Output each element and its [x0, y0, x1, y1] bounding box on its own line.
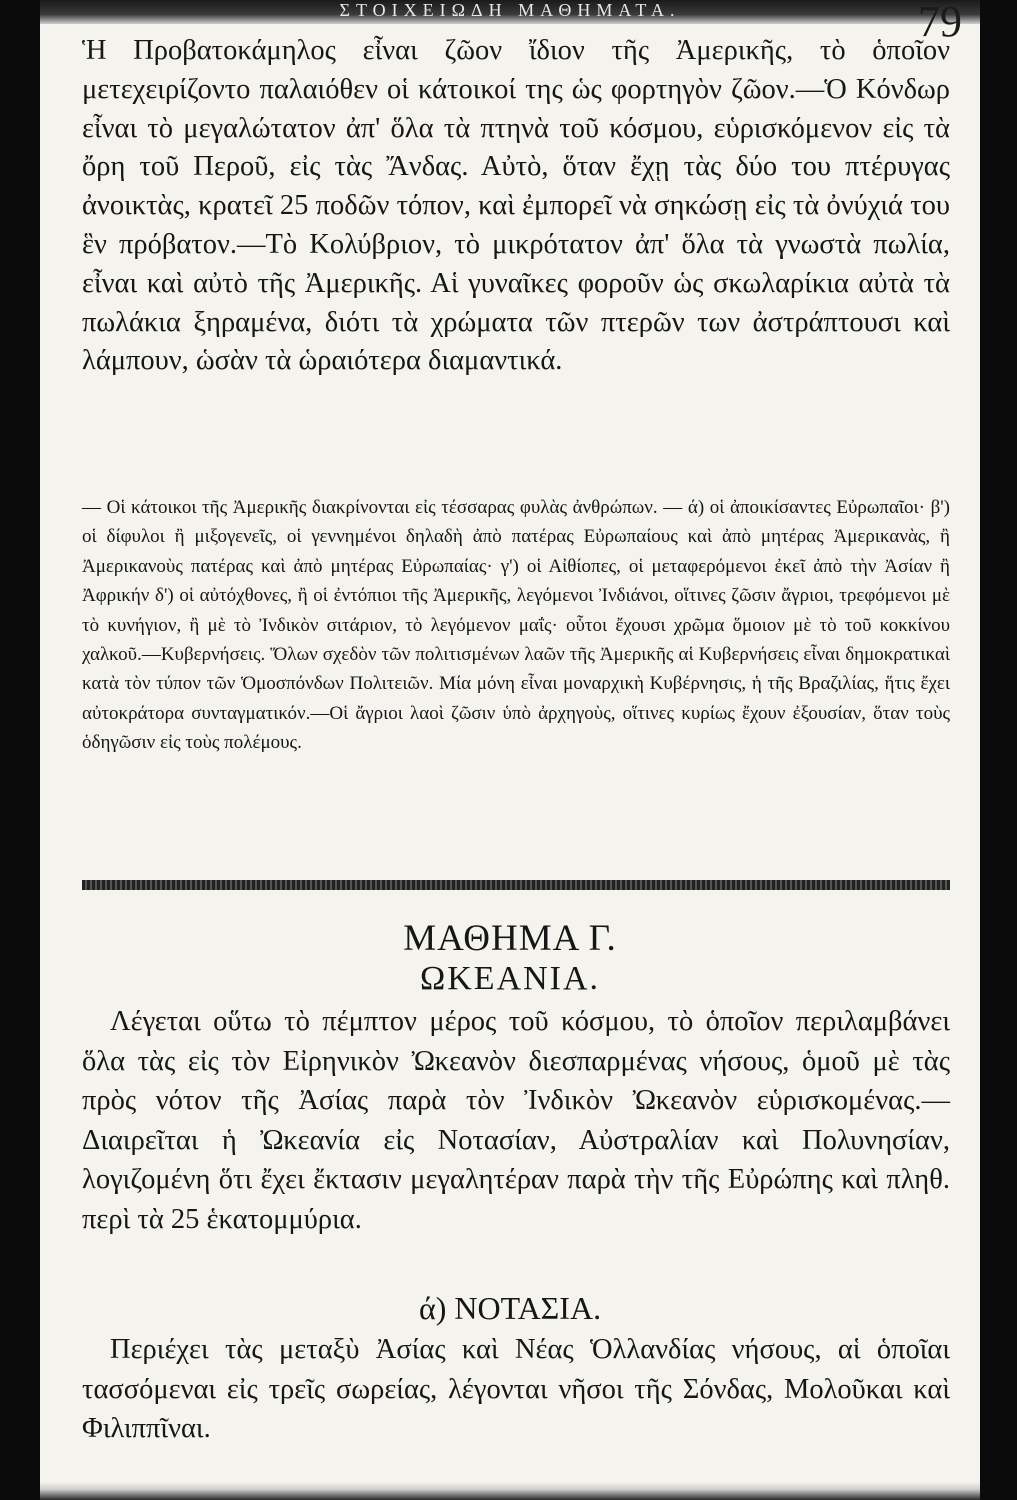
page-number: 79 [918, 0, 962, 46]
paragraph-oceania: Λέγεται οὕτω τὸ πέμπτον μέρος τοῦ κόσμου, τὸ ὁποῖον περιλαμβάνει ὅλα τὰς εἰς τὸν Εἰρηνικὸν Ὠκεανὸν διεσπαρμένας νήσους, ὁμοῦ μὲ τὰς πρὸς νότον τῆς Ἀσίας παρὰ τὸν Ἰνδικὸν Ὠκεανὸν εὑρισκομένας.—Διαιρεῖται ἡ Ὠκεανία εἰς Νοτασίαν, Αὐστραλίαν καὶ Πολυνησίαν, λογιζομένη ὅτι ἔχει ἔκτασιν μεγαλητέραν παρὰ τὴν τῆς Εὐρώπης καὶ πληθ. περὶ τὰ 25 ἑκατομμύρια. [82, 1006, 950, 1235]
paragraph-inhabitants-governments: — Οἱ κάτοικοι τῆς Ἀμερικῆς διακρίνονται εἰς τέσσαρας φυλὰς ἀνθρώπων. — ά) οἱ ἀποικίσαντες Εὐρωπαῖοι· β') οἱ δίφυλοι ἢ μιξογενεῖς, οἱ γεννημένοι δηλαδὴ ἀπὸ πατέρας Εὐρωπαίους καὶ ἀπὸ μητέρας Ἀμερικανὰς, ἢ Ἀμερικανοὺς πατέρας καὶ ἀπὸ μητέρας Εὐρωπαίας· γ') οἱ Αἰθίοπες, οἱ μεταφερόμενοι ἐκεῖ ἀπὸ τὴν Ἀσίαν ἢ Ἀφρικήν δ') οἱ αὐτόχθονες, ἢ οἱ ἐντόπιοι τῆς Ἀμερικῆς, λεγόμενοι Ἰνδιάνοι, οἵτινες ζῶσιν ἄγριοι, τρεφόμενοι μὲ τὸ κυνήγιον, ἢ μὲ τὸ Ἰνδικὸν σιτάριον, τὸ λεγόμενον μαΐς· οὗτοι ἔχουσι χρῶμα ὅμοιον μὲ τὸ τοῦ κοκκίνου χαλκοῦ.—Κυβερνήσεις. Ὅλων σχεδὸν τῶν πολιτισμένων λαῶν τῆς Ἀμερικῆς αἱ Κυβερνήσεις εἶναι δημοκρατικαὶ κατὰ τὸν τύπον τῶν Ὁμοσπόνδων Πολιτειῶν. Μία μόνη εἶναι μοναρχικὴ Κυβέρνησις, ἡ τῆς Βραζιλίας, ἥτις ἔχει αὐτοκράτορα συνταγματικόν.—Οἱ ἄγριοι λαοὶ ζῶσιν ὑπὸ ἀρχηγοὺς, οἵτινες κυρίως ἔχουν ἐξουσίαν, ὅταν τοὺς ὁδηγῶσιν εἰς τοὺς πολέμους. [82, 497, 950, 754]
paragraph-animals-america: Ἡ Προβατοκάμηλος εἶναι ζῶον ἴδιον τῆς Ἀμερικῆς, τὸ ὁποῖον μετεχειρίζοντο παλαιόθεν οἱ κάτοικοί της ὡς φορτηγὸν ζῶον.—Ὁ Κόνδωρ εἶναι τὸ μεγαλώτατον ἀπ' ὅλα τὰ πτηνὰ τοῦ κόσμου, εὑρισκόμενον εἰς τὰ ὄρη τοῦ Περοῦ, εἰς τὰς Ἄνδας. Αὐτὸ, ὅταν ἔχῃ τὰς δύο του πτέρυγας ἀνοικτὰς, κρατεῖ 25 ποδῶν τόπον, καὶ ἐμπορεῖ νὰ σηκώσῃ εἰς τὰ ὀνύχιά του ἓν πρόβατον.—Τὸ Κολύβριον, τὸ μικρότατον ἀπ' ὅλα τὰ γνωστὰ πωλία, εἶναι καὶ αὐτὸ τῆς Ἀμερικῆς. Αἱ γυναῖκες φοροῦν ὡς σκωλαρίκια αὐτὰ τὰ πωλάκια ξηραμένα, διότι τὰ χρώματα τῶν πτερῶν των ἀστράπτουσι καὶ λάμπουν, ὡσὰν τὰ ὡραιότερα διαμαντικά. [82, 35, 950, 377]
paragraph-notasia: Περιέχει τὰς μεταξὺ Ἀσίας καὶ Νέας Ὁλλανδίας νήσους, αἱ ὁποῖαι τασσόμεναι εἰς τρεῖς σωρείας, λέγονται νῆσοι τῆς Σόνδας, Μολοῦκαι καὶ Φιλιππῖναι. [82, 1334, 950, 1444]
section-divider-rule [82, 880, 950, 890]
chapter-title: ΜΑΘΗΜΑ Γ. [403, 918, 617, 959]
bottom-scan-edge [40, 1482, 980, 1500]
book-page [40, 0, 980, 1500]
section-title-notasia: ά) ΝΟΤΑΣΙΑ. [418, 1290, 602, 1326]
running-head: ΣΤΟΙΧΕΙΩΔΗ ΜΑΘΗΜΑΤΑ. [339, 0, 681, 20]
chapter-subtitle: ΩΚΕΑΝΙΑ. [419, 960, 601, 997]
